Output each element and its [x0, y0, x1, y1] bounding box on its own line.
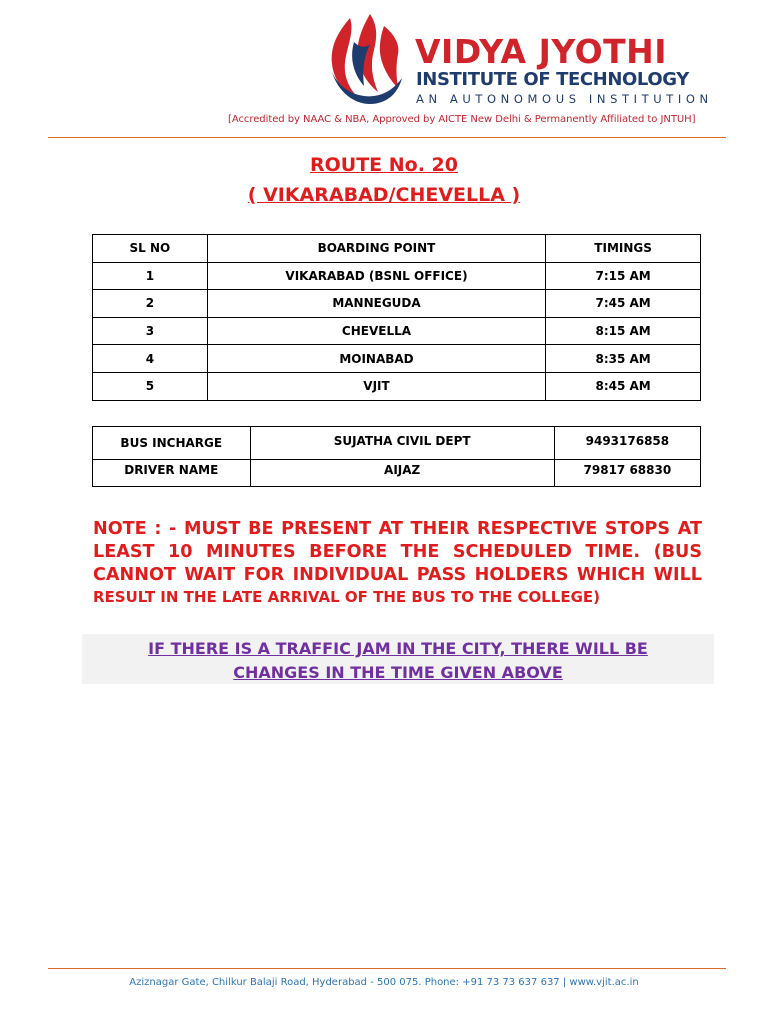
note-line: LEAST 10 MINUTES BEFORE THE SCHEDULED TIME. (BUS [93, 541, 702, 562]
name-cell: AIJAZ [250, 460, 554, 487]
traffic-notice [82, 637, 714, 684]
timing-cell: 8:35 AM [546, 345, 701, 373]
note-line: RESULT IN THE LATE ARRIVAL OF THE BUS TO THE COLLEGE) [93, 588, 601, 607]
flame-logo-icon [320, 12, 406, 106]
table-row [93, 460, 701, 487]
accreditation-text: [Accredited by NAAC & NBA, Approved by AICTE New Delhi & Permanently Affiliated to JNTUH] [228, 114, 696, 125]
note-line: CANNOT WAIT FOR INDIVIDUAL PASS HOLDERS WHICH WILL [93, 564, 702, 585]
brand-name: VIDYA JYOTHI [415, 32, 668, 71]
name-cell: SUJATHA CIVIL DEPT [250, 427, 554, 460]
timing-cell: 8:15 AM [546, 317, 701, 345]
footer-address: Aziznagar Gate, Chilkur Balaji Road, Hyderabad - 500 075. Phone: +91 73 73 637 637 | www.vjit.ac.in [129, 977, 639, 988]
table-row [93, 262, 701, 290]
phone-cell: 79817 68830 [554, 460, 700, 487]
schedule-table [92, 234, 701, 401]
table-row [93, 427, 701, 460]
route-subtitle: ( VIKARABAD/CHEVELLA ) [247, 184, 521, 206]
boarding-point-cell: VJIT [207, 372, 545, 400]
footer-divider [48, 968, 726, 969]
timing-cell: 8:45 AM [546, 372, 701, 400]
phone-cell: 9493176858 [554, 427, 700, 460]
route-title: ROUTE No. 20 [310, 154, 458, 176]
table-header-row [93, 235, 701, 263]
header-cell: SL NO [93, 235, 208, 263]
note-line: NOTE : - MUST BE PRESENT AT THEIR RESPECTIVE STOPS AT [93, 519, 702, 539]
contact-table [92, 426, 701, 487]
serial-cell: 5 [93, 372, 208, 400]
traffic-notice-line: IF THERE IS A TRAFFIC JAM IN THE CITY, THERE WILL BE [148, 639, 648, 658]
role-cell: DRIVER NAME [93, 460, 251, 487]
serial-cell: 2 [93, 290, 208, 318]
role-cell: BUS INCHARGE [93, 427, 251, 460]
note-paragraph [93, 518, 702, 609]
brand-subtitle: INSTITUTE OF TECHNOLOGY [416, 69, 689, 90]
traffic-notice-line: CHANGES IN THE TIME GIVEN ABOVE [233, 662, 563, 682]
header-cell: BOARDING POINT [207, 235, 545, 263]
serial-cell: 3 [93, 317, 208, 345]
timing-cell: 7:15 AM [546, 262, 701, 290]
boarding-point-cell: CHEVELLA [207, 317, 545, 345]
table-row [93, 290, 701, 318]
header-divider [48, 137, 726, 138]
boarding-point-cell: VIKARABAD (BSNL OFFICE) [207, 262, 545, 290]
boarding-point-cell: MANNEGUDA [207, 290, 545, 318]
brand-tagline: AN AUTONOMOUS INSTITUTION [416, 92, 713, 106]
boarding-point-cell: MOINABAD [207, 345, 545, 373]
serial-cell: 1 [93, 262, 208, 290]
table-row [93, 345, 701, 373]
serial-cell: 4 [93, 345, 208, 373]
table-row [93, 317, 701, 345]
header-cell: TIMINGS [546, 235, 701, 263]
table-row [93, 372, 701, 400]
timing-cell: 7:45 AM [546, 290, 701, 318]
